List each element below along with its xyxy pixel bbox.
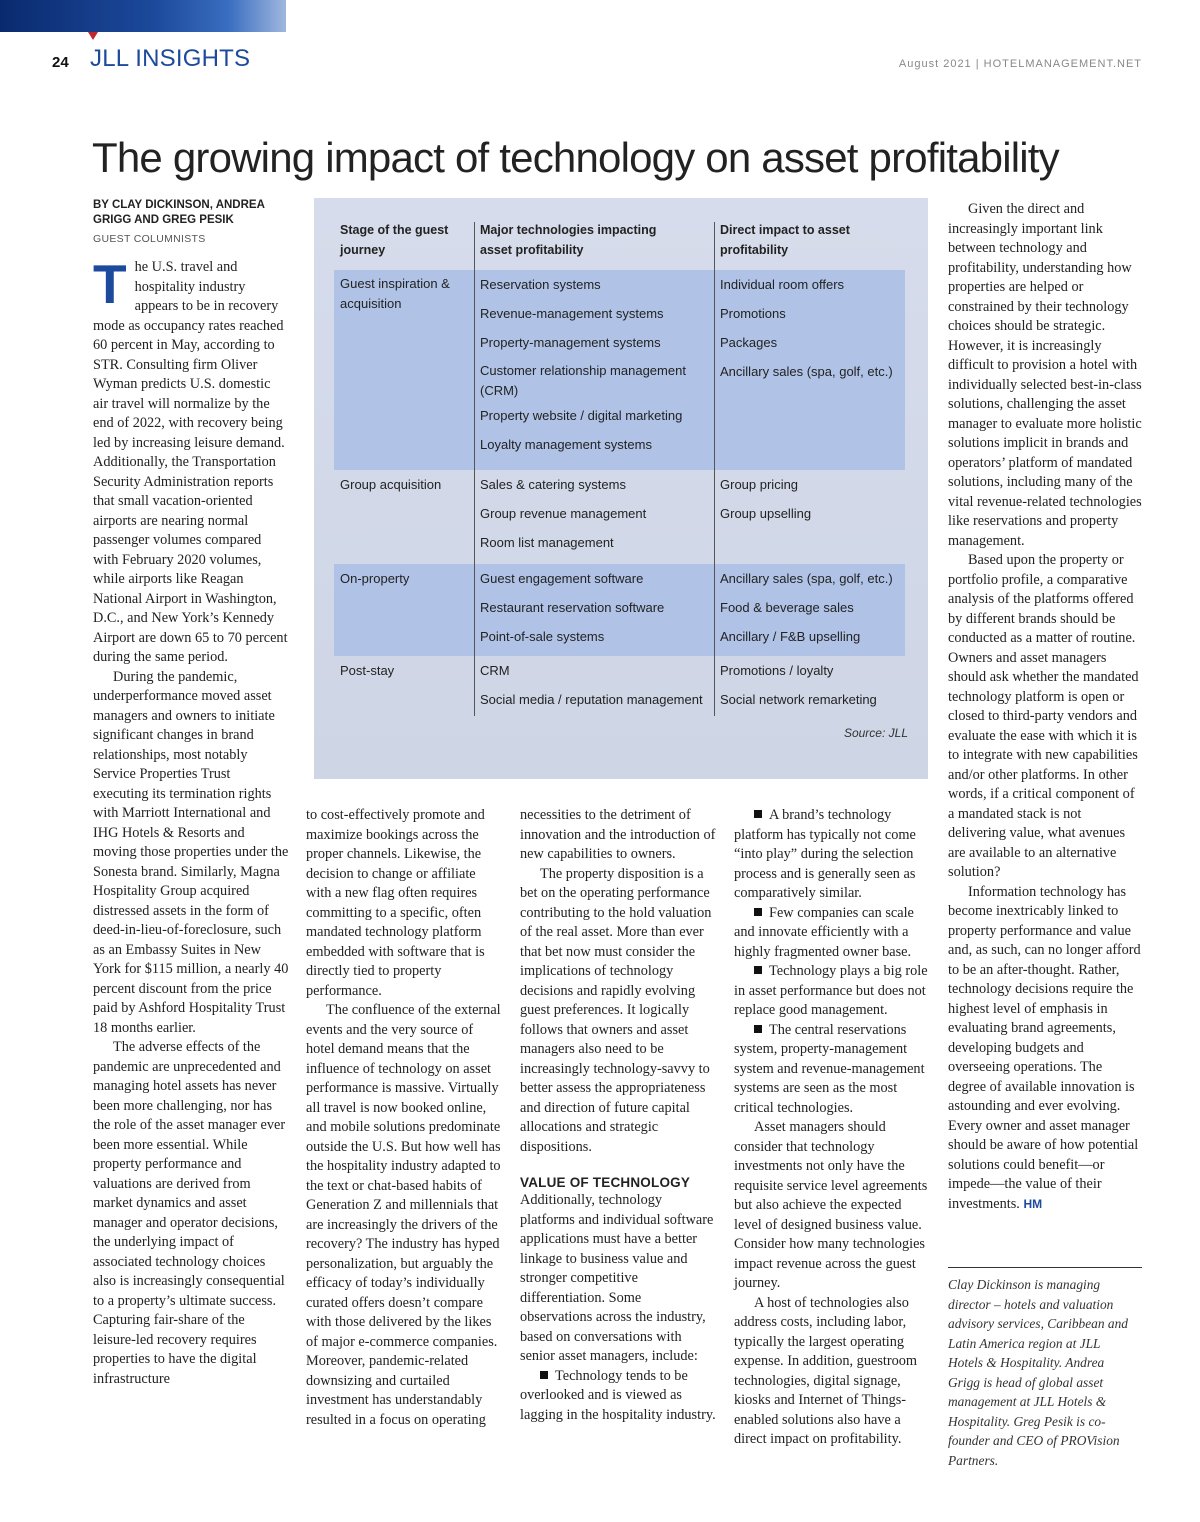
table-header-cell: Stage of the guest journey (340, 223, 449, 257)
bullet-item: Few companies can scale and innovate efficiently with a highly fragmented owner base. (734, 904, 914, 960)
table-row (334, 270, 905, 470)
table-divider (474, 222, 475, 716)
issue-date-and-site: August 2021 | HOTELMANAGEMENT.NET (898, 58, 1142, 70)
byline: BY CLAY DICKINSON, ANDREA GRIGG AND GREG PESIK (93, 199, 265, 226)
paragraph: necessities to the detriment of innovation and the introduction of new capabilities to owners. (520, 807, 716, 862)
article-column-4 (734, 806, 930, 1450)
subheading: VALUE OF TECHNOLOGY (520, 1175, 691, 1190)
table-cell-stage: On-property (340, 571, 410, 586)
table-header-row (334, 198, 905, 268)
bullet-item: The central reservations system, property-management system and revenue-management systems are seen as the most critical technologies. (734, 1021, 925, 1116)
bullet-item: A brand’s technology platform has typically not come “into play” during the selection process and is generally seen as comparatively similar. (734, 807, 916, 901)
article-column-3 (520, 806, 716, 1425)
paragraph: During the pandemic, underperformance moved asset managers and owners to initiate significant changes in brand relationships, most notably Service Properties Trust executing its termination rights with Marriott International and IHG Hotels & Resorts and moving those properties under the Sonesta brand. Similarly, Magna Hospitality Group acquired distressed assets in the form of deed-in-lieu-of-foreclosure, such as an Embassy Suites in New York for $115 million, a nearly 40 percent discount from the price paid by Ashford Hospitality Trust 18 months earlier. (93, 668, 289, 1036)
table-cell-impacts: Promotions / loyalty Social network remarketing (720, 663, 877, 707)
paragraph: The property disposition is a bet on the operating performance contributing to the hold valuation of the real asset. More than ever that bet now must consider the implications of technology decisions and rapidly evolving guest preferences. It logically follows that owners and asset managers also need to be increasingly technology-savvy to better assess the appropriateness and direction of future capital allocations and strategic dispositions. (520, 865, 712, 1155)
paragraph: Information technology has become inextricably linked to property performance and value and, as such, can no longer afford to be an after-thought. Rather, technology decisions require the highest level of emphasis in evaluating brand agreements, developing budgets and overseeing operations. The degree of available innovation is astounding and ever evolving. Every owner and asset manager should be aware of how potential solutions could benefit—or impede—the value of their investments. HM (948, 883, 1141, 1212)
paragraph: Based upon the property or portfolio profile, a comparative analysis of the platforms offered by different brands should be conducted as a matter of routine. Owners and asset managers should ask whether the mandated technology platform is open or closed to third-party vendors and evaluate the ease with which it is to integrate with new capabilities and/or other platforms. In other words, if a critical component of a mandated stack is not delivering value, what avenues are available to an alternative solution? (948, 552, 1139, 880)
header-color-bar (0, 0, 286, 32)
table-header-cell: Direct impact to asset profitability (720, 223, 850, 257)
section-title: JLL INSIGHTS (90, 45, 251, 72)
page-number: 24 (52, 54, 69, 71)
table-cell-impacts: Individual room offers Promotions Packages Ancillary sales (spa, golf, etc.) (720, 277, 893, 379)
technology-impact-table (314, 198, 928, 779)
paragraph: The confluence of the external events and the very source of hotel demand means that the influence of technology on asset performance is massive. Virtually all travel is now booked online, and mobile solutions predominate outside the U.S. But how well has the hospitality industry adapted to the text or chat-based habits of Generation Z and millennials that are increasingly the drivers of the recovery? The industry has hyped personalization, but arguably the efficacy of today’s individually curated offers doesn’t compare with those delivered by the likes of major e-commerce companies. Moreover, pandemic-related downsizing and curtailed investment has understandably resulted in a focus on operating (306, 1002, 501, 1428)
paragraph: The adverse effects of the pandemic are unprecedented and managing hotel assets has never been more challenging, nor has the role of the asset manager ever been more essential. While property performance and valuations are derived from market dynamics and asset manager and operator decisions, the underlying impact of associated technology choices also is increasingly consequential to a property’s ultimate success. Capturing fair-share of the leisure-led recovery requires properties to have the digital infrastructure (93, 1039, 286, 1387)
drop-cap: T (93, 253, 127, 315)
bio-divider (948, 1267, 1142, 1268)
table-header-cell: Major technologies impacting asset profitability (480, 223, 657, 257)
table-cell-technologies: Guest engagement software Restaurant reservation software Point-of-sale systems (480, 571, 665, 644)
bullet-item: Technology plays a big role in asset performance but does not replace good management. (734, 963, 928, 1018)
paragraph: The U.S. travel and hospitality industry appears to be in recovery mode as occupancy rates reached 60 percent in May, according to STR. Consulting firm Oliver Wyman predicts U.S. domestic air travel will normalize by the end of 2022, with recovery being led by increasing leisure demand. Additionally, the Transportation Security Administration reports that small vacation-oriented airports are nearing normal passenger volumes compared with February 2020 volumes, while airports like Reagan National Airport in Washington, D.C., and New York’s Kennedy Airport are down 65 to 70 percent during the same period. (93, 253, 288, 665)
square-bullet-icon (754, 908, 762, 916)
article-title: The growing impact of technology on asset profitability (92, 134, 1059, 181)
square-bullet-icon (754, 810, 762, 818)
table-cell-technologies: Reservation systems Revenue-management systems Property-management systems Customer relationship management (CRM) Property website / digital marketing Loyalty management systems (480, 277, 686, 452)
article-column-2 (306, 806, 502, 1430)
table-cell-impacts: Group pricing Group upselling (720, 477, 812, 521)
table-row (334, 564, 905, 656)
table-row (334, 656, 905, 718)
paragraph: Additionally, technology platforms and individual software applications must have a better linkage to business value and stronger competitive differentiation. Some observations across the industry, based on conversations with senior asset managers, include: (520, 1192, 714, 1364)
bullet-item: Technology tends to be overlooked and is viewed as lagging in the hospitality industry. (520, 1367, 716, 1423)
table-source: Source: JLL (843, 726, 908, 740)
article-column-1 (93, 253, 289, 1389)
paragraph: Asset managers should consider that technology investments not only have the requisite service level agreements but also achieve the expected level of designed business value. Consider how many technologies impact revenue across the guest journey. (734, 1119, 928, 1291)
paragraph: A host of technologies also address costs, including labor, typically the largest operating expense. In addition, guestroom technologies, digital signage, kiosks and Internet of Things-enabled solutions also have a direct impact on profitability. (734, 1294, 918, 1447)
paragraph: to cost-effectively promote and maximize bookings across the proper channels. Likewise, the decision to change or affiliate with a new flag often requires committing to a specific, often mandated technology platform embedded with software that is directly tied to property performance. (306, 807, 485, 999)
article-column-5 (948, 200, 1142, 1214)
table-cell-impacts: Ancillary sales (spa, golf, etc.) Food & beverage sales Ancillary / F&B upselling (720, 571, 893, 644)
square-bullet-icon (540, 1371, 548, 1379)
header-marker-triangle (88, 32, 98, 40)
table-cell-technologies: Sales & catering systems Group revenue management Room list management (480, 477, 647, 550)
end-mark: HM (1023, 1196, 1043, 1211)
square-bullet-icon (754, 1025, 762, 1033)
table-cell-stage: Group acquisition (340, 477, 442, 492)
table-cell-stage: Post-stay (340, 663, 395, 678)
square-bullet-icon (754, 966, 762, 974)
table-row (334, 470, 905, 564)
table-divider (714, 222, 715, 716)
author-role: GUEST COLUMNISTS (93, 233, 206, 245)
author-bio: Clay Dickinson is managing director – hotels and valuation advisory services, Caribbean and Latin America region at JLL Hotels & Hospitality. Andrea Grigg is head of global asset management at JLL Hotels & Hospitality. Greg Pesik is co-founder and CEO of PROVision Partners. (948, 1277, 1129, 1468)
table-cell-stage: Guest inspiration & acquisition (340, 276, 450, 311)
paragraph: Given the direct and increasingly important link between technology and profitability, understanding how properties are helped or constrained by their technology choices should be strategic. However, it is increasingly difficult to provision a hotel with individually selected best-in-class solutions, challenging the asset manager to evaluate more holistic solutions implicit in brands and operators’ platform of mandated solutions, including many of the vital revenue-related technologies like reservations and property management. (948, 201, 1142, 549)
table-cell-technologies: CRM Social media / reputation management (480, 663, 703, 707)
